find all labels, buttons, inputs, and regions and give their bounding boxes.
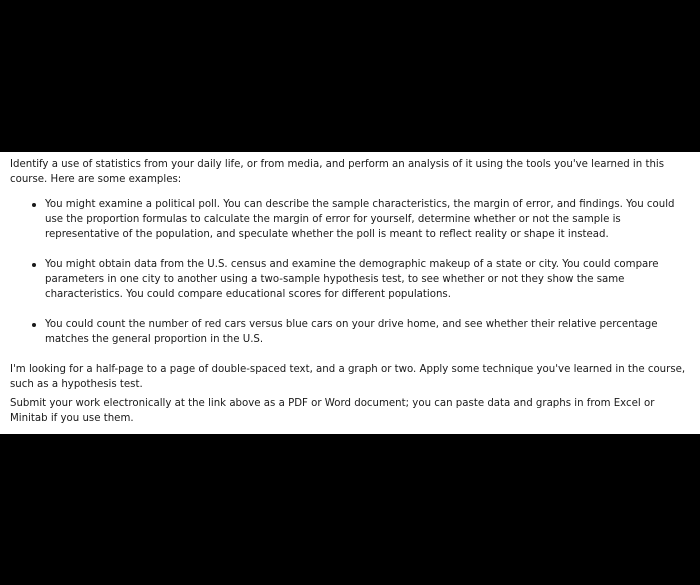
bullet-text: You might obtain data from the U.S. census and examine the demographic makeup of a state or city. You could compare parameters in one city to another using a two-sample hypothesis test, to see whether or not they show the same characteristics. You could compare educational scores for different populations.: [45, 259, 659, 300]
list-item: [10, 197, 686, 242]
bullet-icon: [32, 203, 36, 207]
examples-list: [10, 197, 686, 347]
assignment-text-block: [0, 152, 700, 434]
submit-note-paragraph: Submit your work electronically at the link above as a PDF or Word document; you can paste data and graphs in from Excel or Minitab if you use them.: [10, 398, 655, 424]
bullet-icon: [32, 323, 36, 327]
list-item: [10, 257, 686, 302]
bullet-icon: [32, 263, 36, 267]
intro-paragraph: Identify a use of statistics from your daily life, or from media, and perform an analysis of it using the tools you've learned in this course. Here are some examples:: [10, 159, 665, 185]
list-item: [10, 317, 686, 347]
length-note-paragraph: I'm looking for a half-page to a page of double-spaced text, and a graph or two. Apply some technique you've learned in the course, such as a hypothesis test.: [10, 364, 686, 390]
bullet-text: You could count the number of red cars versus blue cars on your drive home, and see whether their relative percentage matches the general proportion in the U.S.: [45, 319, 658, 345]
bullet-text: You might examine a political poll. You can describe the sample characteristics, the margin of error, and findings. You could use the proportion formulas to calculate the margin of error for yourself, determine whether or not the sample is representative of the population, and speculate whether the poll is meant to reflect reality or shape it instead.: [45, 199, 675, 240]
